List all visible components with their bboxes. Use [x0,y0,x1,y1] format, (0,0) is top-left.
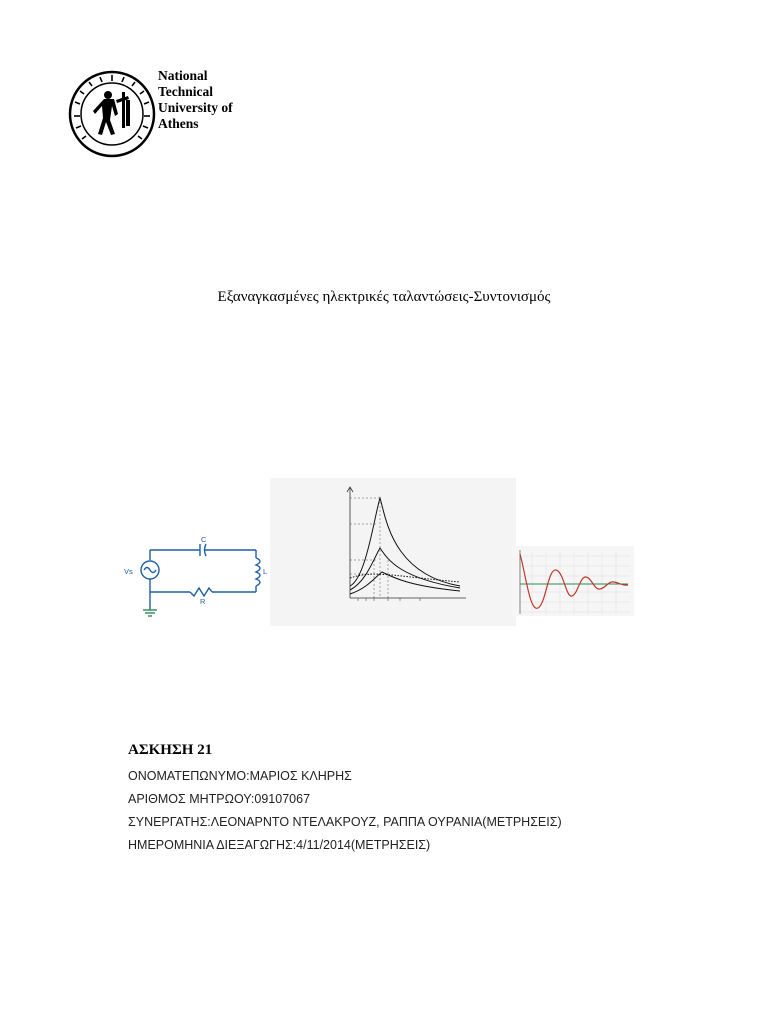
document-title: Εξαναγκασμένες ηλεκτρικές ταλαντώσεις-Συντονισμός [217,289,551,305]
capacitor-label: C [201,535,207,544]
damped-oscillation-figure [512,546,634,616]
university-name [158,68,298,132]
partners-line: ΣΥΝΕΡΓΑΤΗΣ:ΛΕΟΝΑΡΝΤΟ ΝΤΕΛΑΚΡΟΥΖ, ΡΑΠΠΑ ΟΥΡΑΝΙΑ(ΜΕΤΡΗΣΕΙΣ) [128,815,562,829]
registration-number-line: ΑΡΙΘΜΟΣ ΜΗΤΡΩΟΥ:09107067 [128,792,311,806]
date-line: ΗΜΕΡΟΜΗΝΙΑ ΔΙΕΞΑΓΩΓΗΣ:4/11/2014(ΜΕΤΡΗΣΕΙΣ) [128,838,431,852]
university-name-line: Athens [158,116,199,131]
university-seal-logo [68,70,156,158]
university-name-line: National [158,68,208,83]
rlc-circuit-figure [116,532,274,618]
resonance-curves-figure [270,478,516,626]
exercise-info [128,742,728,857]
resistor-label: R [200,597,206,606]
university-name-line: University of [158,100,233,115]
university-name-line: Technical [158,84,214,99]
inductor-label: L [263,567,268,576]
source-label: Vs [124,567,133,576]
student-name-line: ΟΝΟΜΑΤΕΠΩΝΥΜΟ:ΜΑΡΙΟΣ ΚΛΗΡΗΣ [128,769,352,783]
exercise-heading: ΑΣΚΗΣΗ 21 [128,742,213,758]
